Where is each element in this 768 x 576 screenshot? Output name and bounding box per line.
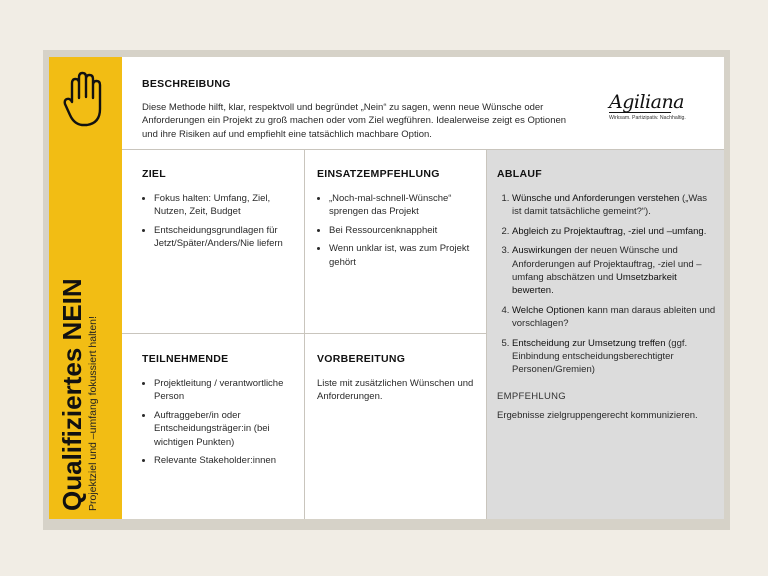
ablauf-steps: [497, 192, 717, 377]
divider: [486, 149, 487, 519]
card-frame: [43, 50, 730, 530]
step-item: [512, 192, 717, 219]
teilnehmende-list: [142, 377, 292, 467]
vorbereitung-text: Liste mit zusätzlichen Wünschen und Anforderungen.: [317, 378, 474, 403]
step-item: [512, 225, 717, 238]
recommendation-text: Ergebnisse zielgruppengerecht kommunizieren.: [497, 409, 698, 421]
step-text: („Was ist damit tatsächliche gemeint?“).: [512, 193, 708, 218]
step-text: (ggf. Einbindung entscheidungsberechtigter Personen/Gremien): [512, 337, 688, 376]
vorbereitung-section: [317, 353, 477, 404]
raised-hand-icon: [63, 71, 107, 129]
logo-wordmark: Agiliana: [609, 91, 685, 113]
step-item: [512, 337, 717, 377]
teilnehmende-heading: TEILNEHMENDE: [142, 353, 229, 365]
list-item: • Wenn unklar ist, was zum Projekt gehört: [329, 242, 477, 269]
teilnehmende-section: [142, 353, 292, 472]
step-highlight: Umsetzbarkeit bewerten: [512, 272, 677, 297]
vorbereitung-heading: VORBEREITUNG: [317, 353, 406, 365]
sidebar-title-block: [57, 256, 100, 511]
description-text: Diese Methode hilft, klar, respektvoll und begründet „Nein“ zu sagen, wenn neue Wünsche oder Anforderungen ein Projekt zu groß machen oder vom Ziel wegführen. Idealerweise zeigt es Optionen und ihre Risiken auf und empfiehlt eine tatsächlich machbare Option.: [142, 102, 567, 140]
logo-tagline: Wirksam. Partizipativ. Nachhaltig.: [609, 115, 686, 121]
list-item: • Bei Ressourcenknappheit: [329, 224, 477, 237]
recommendation-label: EMPFEHLUNG: [497, 390, 566, 402]
ablauf-heading: ABLAUF: [497, 168, 542, 180]
list-item: • „Noch-mal-schnell-Wünsche“ sprengen das Projekt: [329, 192, 477, 219]
list-item: • Relevante Stakeholder:innen: [154, 454, 292, 467]
description-heading: BESCHREIBUNG: [142, 78, 231, 90]
list-item: • Entscheidungsgrundlagen für Jetzt/Später/Anders/Nie liefern: [154, 224, 292, 251]
ziel-list: [142, 192, 292, 251]
step-item: [512, 304, 717, 331]
method-card: [49, 57, 724, 519]
step-item: [512, 244, 717, 298]
description-section: [142, 78, 572, 141]
step-text: .: [551, 285, 554, 297]
agiliana-logo: [609, 91, 709, 121]
step-highlight: Welche Optionen: [512, 304, 585, 316]
step-highlight: Abgleich zu Projektauftrag, -ziel und –umfang: [512, 225, 704, 237]
list-item: • Fokus halten: Umfang, Ziel, Nutzen, Zeit, Budget: [154, 192, 292, 219]
einsatz-heading: EINSATZEMPFEHLUNG: [317, 168, 440, 180]
ablauf-section: [497, 168, 717, 422]
divider: [304, 149, 305, 519]
ziel-section: [142, 168, 292, 256]
step-highlight: Auswirkungen: [512, 245, 572, 257]
step-highlight: Entscheidung zur Umsetzung treffen: [512, 337, 666, 349]
list-item: • Auftraggeber/in oder Entscheidungsträger:in (bei wichtigen Punkten): [154, 409, 292, 449]
step-text: .: [703, 225, 707, 237]
step-text: der neuen Wünsche und Anforderungen auf Projektauftrag, -ziel und –umfang abschätzen und: [512, 245, 702, 284]
einsatz-section: [317, 168, 477, 274]
einsatz-list: [317, 192, 477, 269]
step-text: kann man daraus ableiten und vorschlagen?: [512, 304, 716, 330]
ziel-heading: ZIEL: [142, 168, 166, 180]
step-highlight: Wünsche und Anforderungen verstehen: [512, 193, 680, 204]
sidebar: [49, 57, 122, 519]
method-title: Qualifiziertes NEIN: [57, 278, 87, 511]
method-subtitle: Projektziel und –umfang fokussiert halten!: [87, 316, 99, 511]
divider: [122, 149, 724, 150]
list-item: • Projektleitung / verantwortliche Person: [154, 377, 292, 404]
